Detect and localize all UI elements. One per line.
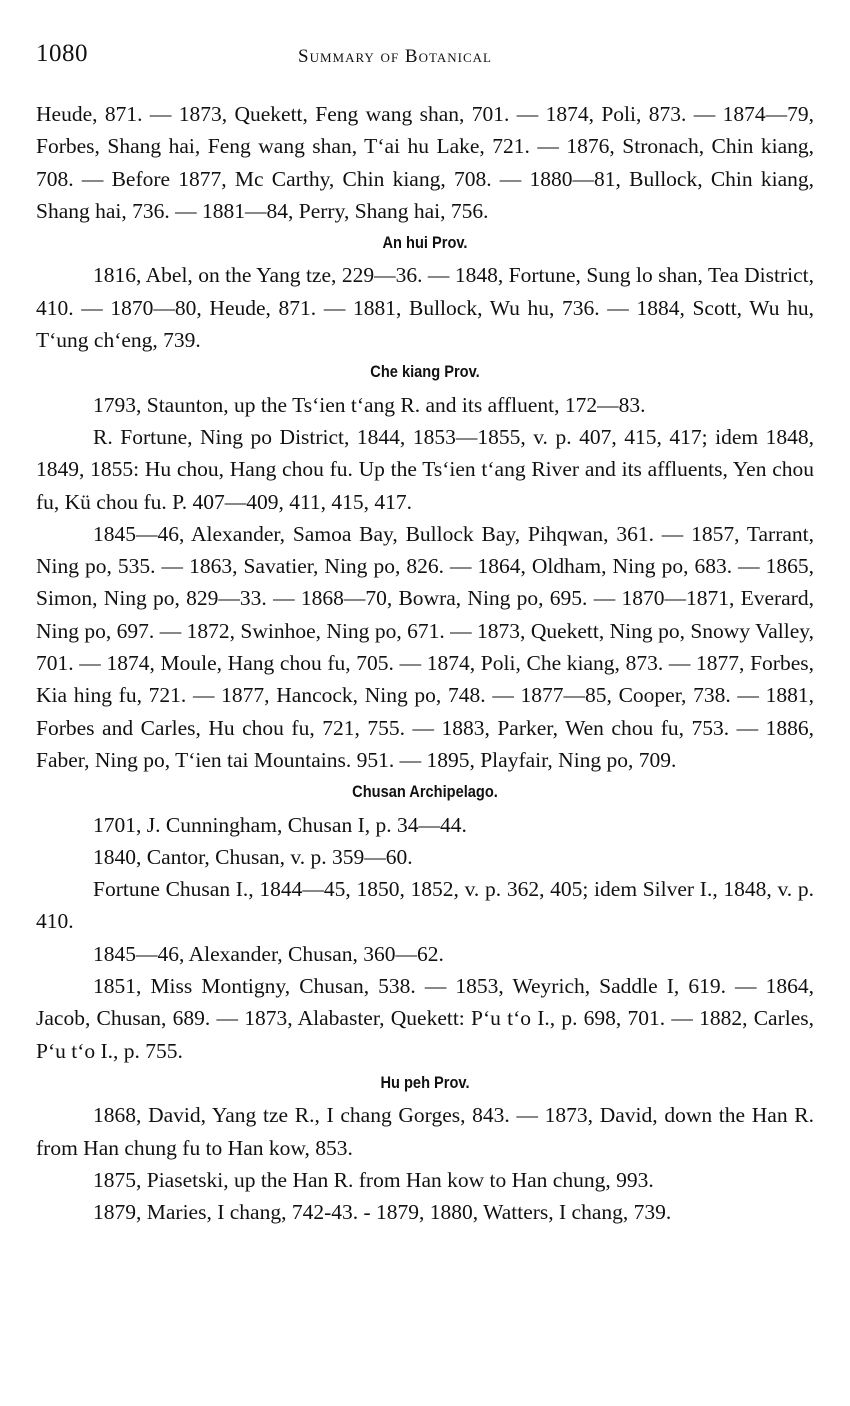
section-heading-an-hui: An hui Prov.: [382, 233, 468, 253]
page-body: [36, 98, 814, 1228]
section-heading-hu-peh: Hu peh Prov.: [380, 1072, 470, 1092]
paragraph-cunningham: 1701, J. Cunningham, Chusan I, p. 34—44.: [93, 812, 467, 837]
running-head: Summary of Botanical: [298, 46, 492, 67]
paragraph-cantor: 1840, Cantor, Chusan, v. p. 359—60.: [93, 844, 413, 869]
paragraph-alexander-chusan: 1845—46, Alexander, Chusan, 360—62.: [93, 941, 444, 966]
paragraph-chusan-collectors: 1851, Miss Montigny, Chusan, 538. — 1853, Weyrich, Saddle I, 619. — 1864, Jacob, Chusan, 689. — 1873, Alabaster, Quekett: Pʻu tʻo I., p. 698, 701. — 1882, Carles, Pʻu tʻo I., p. 755.: [36, 974, 814, 1063]
page-number: 1080: [36, 40, 88, 67]
section-heading-chusan: Chusan Archipelago.: [352, 782, 498, 802]
paragraph-staunton: 1793, Staunton, up the Tsʻien tʻang R. and its affluent, 172—83.: [93, 392, 646, 417]
paragraph-maries-watters: 1879, Maries, I chang, 742-43. - 1879, 1880, Watters, I chang, 739.: [93, 1200, 672, 1225]
paragraph-david: 1868, David, Yang tze R., I chang Gorges, 843. — 1873, David, down the Han R. from Han chung fu to Han kow, 853.: [36, 1103, 814, 1160]
paragraph-fortune-chusan: Fortune Chusan I., 1844—45, 1850, 1852, v. p. 362, 405; idem Silver I., 1848, v. p. 410.: [36, 877, 814, 934]
section-heading-che-kiang: Che kiang Prov.: [370, 362, 480, 382]
paragraph-fortune-ning-po: R. Fortune, Ning po District, 1844, 1853—1855, v. p. 407, 415, 417; idem 1848, 1849, 1855: Hu chou, Hang chou fu. Up the Tsʻien tʻang River and its affluents, Yen chou fu, Kü chou fu. P. 407—409, 411, 415, 417.: [36, 424, 814, 514]
page-header: [36, 40, 814, 80]
paragraph-che-kiang-collectors: 1845—46, Alexander, Samoa Bay, Bullock Bay, Pihqwan, 361. — 1857, Tarrant, Ning po, 535. — 1863, Savatier, Ning po, 826. — 1864, Oldham, Ning po, 683. — 1865, Simon, Ning po, 829—33. — 1868—70, Bowra, Ning po, 695. — 1870—1871, Everard, Ning po, 697. — 1872, Swinhoe, Ning po, 671. — 1873, Quekett, Ning po, Snowy Valley, 701. — 1874, Moule, Hang chou fu, 705. — 1874, Poli, Che kiang, 873. — 1877, Forbes, Kia hing fu, 721. — 1877, Hancock, Ning po, 748. — 1877—85, Cooper, 738. — 1881, Forbes and Carles, Hu chou fu, 721, 755. — 1883, Parker, Wen chou fu, 753. — 1886, Faber, Ning po, Tʻien tai Mountains. 951. — 1895, Playfair, Ning po, 709.: [36, 521, 814, 772]
paragraph-piasetski: 1875, Piasetski, up the Han R. from Han kow to Han chung, 993.: [93, 1167, 654, 1192]
paragraph-an-hui: 1816, Abel, on the Yang tze, 229—36. — 1848, Fortune, Sung lo shan, Tea District, 410. — 1870—80, Heude, 871. — 1881, Bullock, Wu hu, 736. — 1884, Scott, Wu hu, Tʻung chʻeng, 739.: [36, 263, 814, 353]
paragraph-heude-continuation: Heude, 871. — 1873, Quekett, Feng wang shan, 701. — 1874, Poli, 873. — 1874—79, Forbes, Shang hai, Feng wang shan, Tʻai hu Lake, 721. — 1876, Stronach, Chin kiang, 708. — Before 1877, Mc Carthy, Chin kiang, 708. — 1880—81, Bullock, Chin kiang, Shang hai, 736. — 1881—84, Perry, Shang hai, 756.: [36, 102, 814, 223]
